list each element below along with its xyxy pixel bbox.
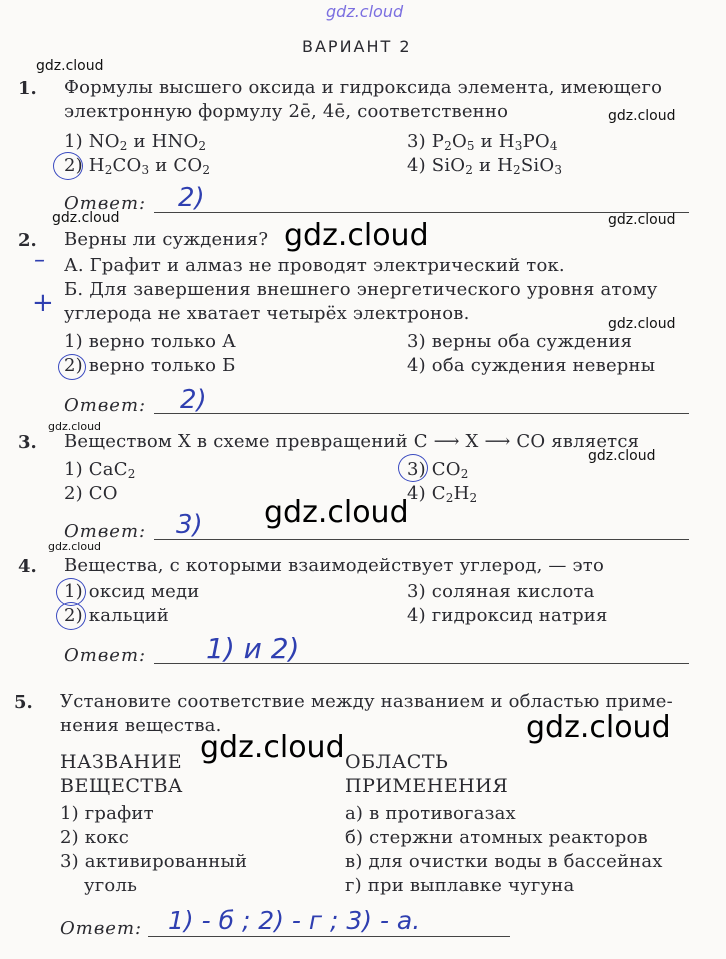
watermark-small: gdz.cloud <box>36 58 104 74</box>
question-text: нения вещества. <box>60 715 222 736</box>
question-text: электронную формулу 2ē, 4ē, соответственно <box>64 101 509 122</box>
watermark-small: gdz.cloud <box>48 540 102 553</box>
watermark-small: gdz.cloud <box>608 108 676 124</box>
question-number: 1. <box>18 78 37 99</box>
list-item: в) для очистки воды в бассейнах <box>345 851 663 872</box>
list-item: уголь <box>84 875 138 896</box>
variant-title: ВАРИАНТ 2 <box>302 37 412 56</box>
question-text: Веществом X в схеме превращений C ⟶ X ⟶ CO является <box>64 431 640 452</box>
answer-label: Ответ: <box>64 193 147 214</box>
answer-circle <box>53 152 83 180</box>
handwritten-answer: 2) <box>178 183 205 213</box>
option: 1) оксид меди <box>64 581 200 602</box>
watermark-large: gdz.cloud <box>526 710 671 745</box>
watermark-small: gdz.cloud <box>48 420 102 433</box>
option: 2) CO <box>64 483 118 504</box>
option: 2) кальций <box>64 605 169 626</box>
answer-label: Ответ: <box>64 521 147 542</box>
list-item: 1) графит <box>60 803 154 824</box>
watermark-top: gdz.cloud <box>326 2 404 21</box>
answer-circle <box>398 454 428 482</box>
answer-line <box>148 936 510 937</box>
answer-line <box>154 413 689 414</box>
statement-b-cont: углерода не хватает четырёх электронов. <box>64 303 470 324</box>
option: 3) верны оба суждения <box>407 331 633 352</box>
handwritten-answer: 1) и 2) <box>206 632 300 665</box>
answer-circle <box>56 602 86 630</box>
statement-a: А. Графит и алмаз не проводят электрический ток. <box>64 255 565 276</box>
answer-label: Ответ: <box>64 645 147 666</box>
question-text: Вещества, с которыми взаимодействует углерод, — это <box>64 555 605 576</box>
option: 3) $P_2O_5$ и $H_3PO_4$ <box>407 131 558 153</box>
question-text: Формулы высшего оксида и гидроксида элемента, имеющего <box>64 77 663 98</box>
handwritten-answer: 3) <box>176 510 203 540</box>
watermark-large: gdz.cloud <box>264 495 409 530</box>
option: 4) гидроксид натрия <box>407 605 608 626</box>
list-item: а) в противогазах <box>345 803 516 824</box>
question-number: 5. <box>14 692 33 713</box>
column-header: ВЕЩЕСТВА <box>60 775 183 797</box>
answer-label: Ответ: <box>60 918 143 939</box>
option: 4) $C_2H_2$ <box>407 483 478 505</box>
option: 4) SiO$_2$ и $H_2SiO_3$ <box>407 155 563 177</box>
answer-circle <box>58 354 86 380</box>
watermark-large: gdz.cloud <box>200 730 345 765</box>
answer-line <box>154 539 689 540</box>
option: 2) верно только Б <box>64 355 236 376</box>
list-item: 3) активированный <box>60 851 248 872</box>
list-item: г) при выплавке чугуна <box>345 875 575 896</box>
list-item: 2) кокс <box>60 827 130 848</box>
question-number: 3. <box>18 432 37 453</box>
column-header: ОБЛАСТЬ <box>345 751 449 773</box>
handwritten-answer: 1) - б ; 2) - г ; 3) - а. <box>168 906 421 935</box>
option: 2) $H_2CO_3$ и $CO_2$ <box>64 155 211 177</box>
option: 3) соляная кислота <box>407 581 595 602</box>
statement-b: Б. Для завершения внешнего энергетического уровня атому <box>64 279 658 300</box>
question-text: Установите соответствие между названием и областью приме- <box>60 691 673 712</box>
list-item: б) стержни атомных реакторов <box>345 827 648 848</box>
option: 4) оба суждения неверны <box>407 355 656 376</box>
question-number: 2. <box>18 230 37 251</box>
option: 3) $CO_2$ <box>407 459 469 481</box>
watermark-small: gdz.cloud <box>588 448 656 464</box>
question-text: Верны ли суждения? <box>64 229 269 250</box>
watermark-small: gdz.cloud <box>608 212 676 228</box>
answer-label: Ответ: <box>64 395 147 416</box>
watermark-small: gdz.cloud <box>608 316 676 332</box>
column-header: НАЗВАНИЕ <box>60 751 183 773</box>
option: 1) верно только А <box>64 331 236 352</box>
question-number: 4. <box>18 556 37 577</box>
watermark-large: gdz.cloud <box>284 218 429 253</box>
column-header: ПРИМЕНЕНИЯ <box>345 775 509 797</box>
watermark-small: gdz.cloud <box>52 210 120 226</box>
option: 1) $NO_2$ и $HNO_2$ <box>64 131 207 153</box>
handwritten-answer: 2) <box>180 385 207 415</box>
handwritten-mark: – <box>34 248 45 273</box>
option: 1) CaC$_2$ <box>64 459 136 481</box>
handwritten-mark: + <box>32 288 54 318</box>
